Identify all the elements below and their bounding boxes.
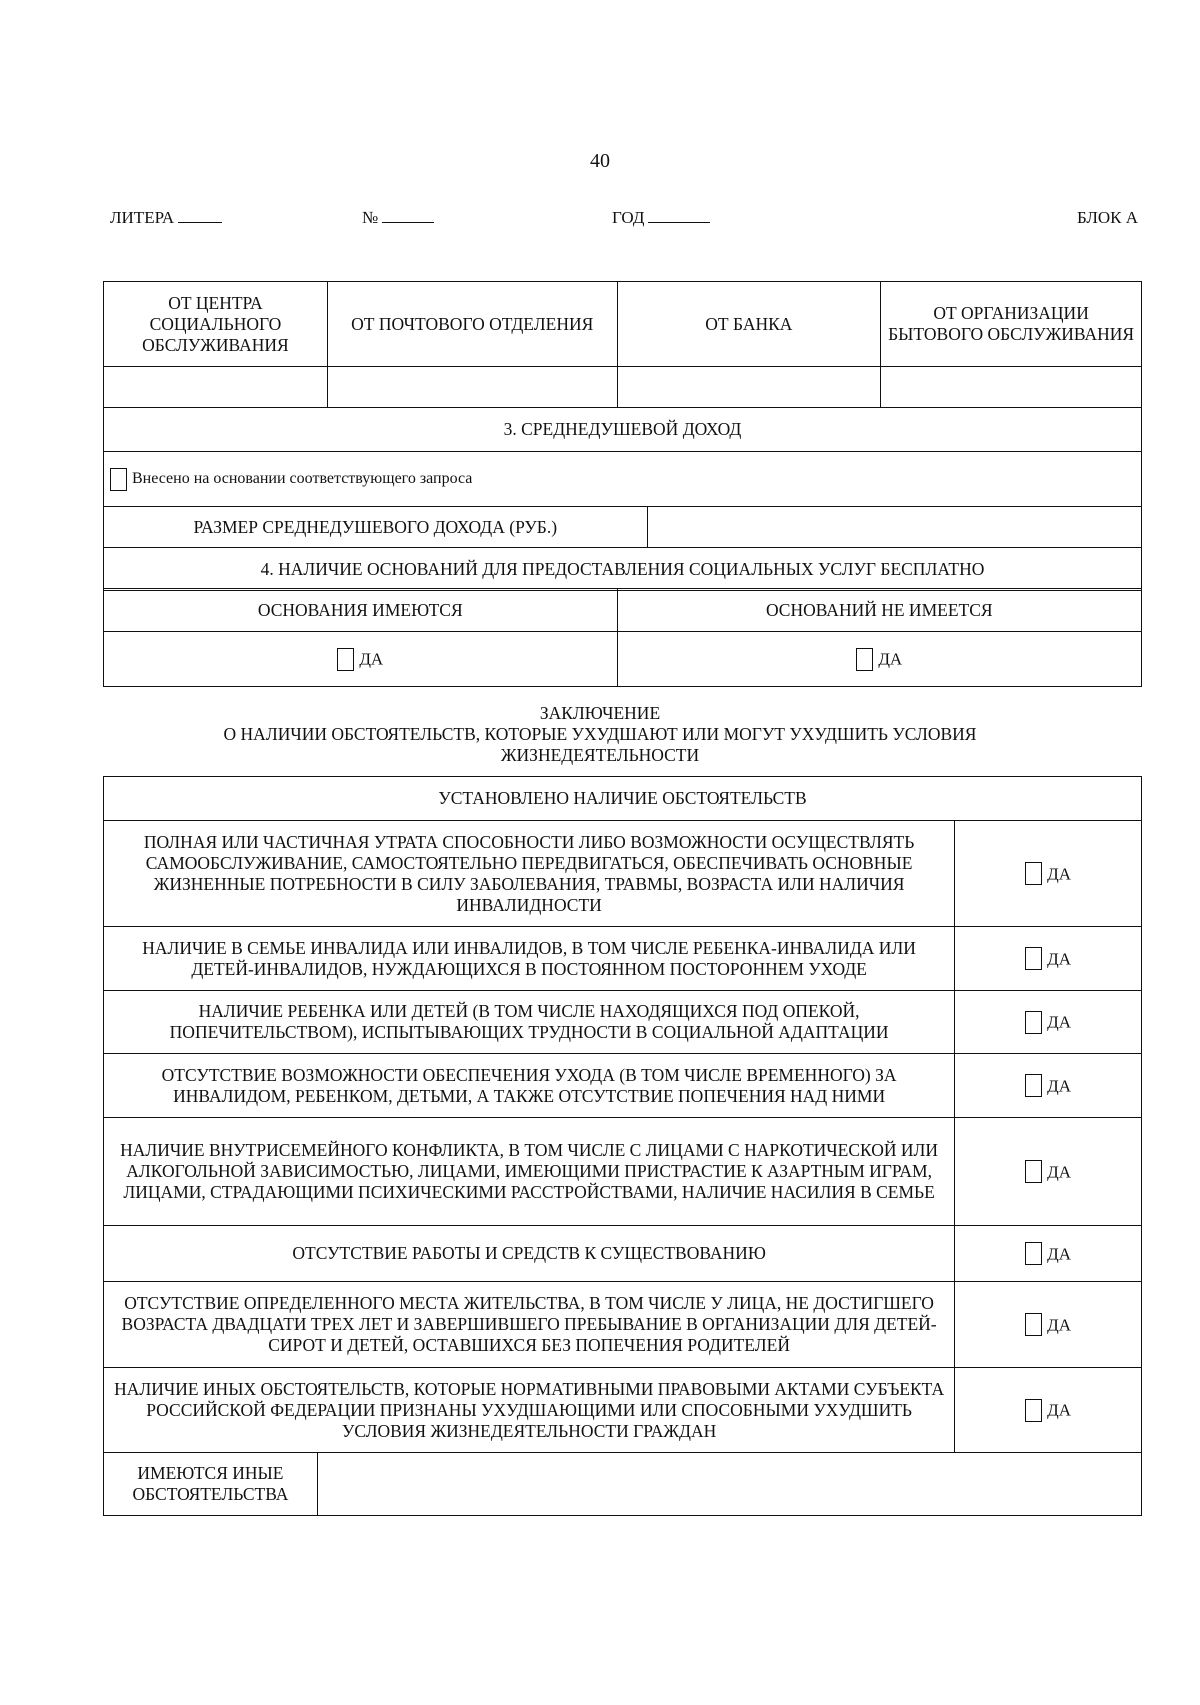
year-label: ГОД [612,208,645,227]
conclusion-line-3: ЖИЗНЕДЕЯТЕЛЬНОСТИ [500,745,700,765]
circumstance-option [955,1368,1142,1453]
circumstance-checkbox[interactable] [1025,1313,1042,1336]
circumstance-checkbox[interactable] [1025,1074,1042,1097]
number-blank[interactable] [382,208,434,223]
request-note-text: Внесено на основании соответствующего запроса [132,469,473,487]
circumstance-option [955,1054,1142,1118]
circumstance-text: НАЛИЧИЕ ИНЫХ ОБСТОЯТЕЛЬСТВ, КОТОРЫЕ НОРМАТИВНЫМИ ПРАВОВЫМИ АКТАМИ СУБЪЕКТА РОССИЙСКОЙ ФЕДЕРАЦИИ ПРИЗНАНЫ УХУДШАЮЩИМИ ИЛИ СПОСОБНЫМИ УХУДШИТЬ УСЛОВИЯ ЖИЗНЕДЕЯТЕЛЬНОСТИ ГРАЖДАН [104,1368,955,1453]
yes-label: ДА [1047,1162,1072,1182]
source-social-center: ОТ ЦЕНТРА СОЦИАЛЬНОГО ОБСЛУЖИВАНИЯ [104,282,328,367]
no-grounds-checkbox[interactable] [856,648,873,671]
sources-header-row [104,282,1142,367]
circumstance-option [955,1282,1142,1368]
other-circumstances-label: ИМЕЮТСЯ ИНЫЕ ОБСТОЯТЕЛЬСТВА [104,1453,318,1516]
request-checkbox[interactable] [110,468,127,491]
yes-label: ДА [1047,864,1072,884]
circumstance-row [104,821,1142,927]
source-post-office: ОТ ПОЧТОВОГО ОТДЕЛЕНИЯ [327,282,617,367]
yes-label: ДА [1047,1244,1072,1264]
conclusion-heading [130,703,1070,766]
circumstance-option [955,927,1142,991]
other-circumstances-value-cell[interactable] [317,1453,1141,1516]
no-grounds-yes-label: ДА [878,649,903,669]
source-household-org: ОТ ОРГАНИЗАЦИИ БЫТОВОГО ОБСЛУЖИВАНИЯ [881,282,1142,367]
income-section-title: 3. СРЕДНЕДУШЕВОЙ ДОХОД [104,408,1142,452]
circumstance-checkbox[interactable] [1025,1242,1042,1265]
social-center-value-cell[interactable] [104,367,328,408]
income-form-table [103,281,1142,507]
yes-label: ДА [1047,1400,1072,1420]
other-circumstances-table [103,1452,1142,1516]
income-size-value-cell[interactable] [647,507,1141,548]
year-field[interactable] [612,208,710,228]
circumstance-text: НАЛИЧИЕ В СЕМЬЕ ИНВАЛИДА ИЛИ ИНВАЛИДОВ, В ТОМ ЧИСЛЕ РЕБЕНКА-ИНВАЛИДА ИЛИ ДЕТЕЙ-ИНВАЛИДОВ, НУЖДАЮЩИХСЯ В ПОСТОЯННОМ ПОСТОРОННЕМ УХОДЕ [104,927,955,991]
year-blank[interactable] [648,208,710,223]
conclusion-line-1: ЗАКЛЮЧЕНИЕ [539,703,661,723]
litera-label: ЛИТЕРА [110,208,175,227]
yes-label: ДА [1047,949,1072,969]
circumstance-text: ОТСУТСТВИЕ ОПРЕДЕЛЕННОГО МЕСТА ЖИТЕЛЬСТВА, В ТОМ ЧИСЛЕ У ЛИЦА, НЕ ДОСТИГШЕГО ВОЗРАСТА ДВАДЦАТИ ТРЕХ ЛЕТ И ЗАВЕРШИВШЕГО ПРЕБЫВАНИЕ В ОРГАНИЗАЦИИ ДЛЯ ДЕТЕЙ-СИРОТ И ДЕТЕЙ, ОСТАВШИХСЯ БЕЗ ПОПЕЧЕНИЯ РОДИТЕЛЕЙ [104,1282,955,1368]
circumstance-option [955,1226,1142,1282]
circumstance-row [104,1054,1142,1118]
yes-label: ДА [1047,1076,1072,1096]
income-size-label: РАЗМЕР СРЕДНЕДУШЕВОГО ДОХОДА (РУБ.) [104,507,648,548]
sources-input-row [104,367,1142,408]
circumstance-option [955,821,1142,927]
has-grounds-label: ОСНОВАНИЯ ИМЕЮТСЯ [104,589,618,632]
has-grounds-yes-label: ДА [359,649,384,669]
circumstance-row [104,1368,1142,1453]
circumstance-checkbox[interactable] [1025,1399,1042,1422]
circumstance-text: ОТСУТСТВИЕ РАБОТЫ И СРЕДСТВ К СУЩЕСТВОВАНИЮ [104,1226,955,1282]
number-label: № [362,208,379,227]
income-size-table [103,506,1142,591]
circumstance-row [104,991,1142,1054]
circumstance-row [104,1118,1142,1226]
number-field[interactable] [362,208,434,228]
circumstances-table [103,776,1142,1453]
block-label: БЛОК А [1076,208,1138,227]
page-number: 40 [590,150,610,172]
request-note-row [104,452,1142,507]
has-grounds-checkbox[interactable] [337,648,354,671]
household-org-value-cell[interactable] [881,367,1142,408]
litera-field[interactable] [110,208,222,228]
circumstance-checkbox[interactable] [1025,862,1042,885]
circumstance-checkbox[interactable] [1025,1011,1042,1034]
circumstance-row [104,1226,1142,1282]
circumstance-text: НАЛИЧИЕ РЕБЕНКА ИЛИ ДЕТЕЙ (В ТОМ ЧИСЛЕ НАХОДЯЩИХСЯ ПОД ОПЕКОЙ, ПОПЕЧИТЕЛЬСТВОМ), ИСПЫТЫВАЮЩИХ ТРУДНОСТИ В СОЦИАЛЬНОЙ АДАПТАЦИИ [104,991,955,1054]
yes-label: ДА [1047,1315,1072,1335]
circumstance-checkbox[interactable] [1025,947,1042,970]
conclusion-line-2: О НАЛИЧИИ ОБСТОЯТЕЛЬСТВ, КОТОРЫЕ УХУДШАЮТ ИЛИ МОГУТ УХУДШИТЬ УСЛОВИЯ [223,724,977,744]
circumstance-text: ПОЛНАЯ ИЛИ ЧАСТИЧНАЯ УТРАТА СПОСОБНОСТИ ЛИБО ВОЗМОЖНОСТИ ОСУЩЕСТВЛЯТЬ САМООБСЛУЖИВАНИЕ, САМОСТОЯТЕЛЬНО ПЕРЕДВИГАТЬСЯ, ОБЕСПЕЧИВАТЬ ОСНОВНЫЕ ЖИЗНЕННЫЕ ПОТРЕБНОСТИ В СИЛУ ЗАБОЛЕВАНИЯ, ТРАВМЫ, ВОЗРАСТА ИЛИ НАЛИЧИЯ ИНВАЛИДНОСТИ [104,821,955,927]
circumstance-text: НАЛИЧИЕ ВНУТРИСЕМЕЙНОГО КОНФЛИКТА, В ТОМ ЧИСЛЕ С ЛИЦАМИ С НАРКОТИЧЕСКОЙ ИЛИ АЛКОГОЛЬНОЙ ЗАВИСИМОСТЬЮ, ЛИЦАМИ, ИМЕЮЩИМИ ПРИСТРАСТИЕ К АЗАРТНЫМ ИГРАМ, ЛИЦАМИ, СТРАДАЮЩИМИ ПСИХИЧЕСКИМИ РАССТРОЙСТВАМИ, НАЛИЧИЕ НАСИЛИЯ В СЕМЬЕ [104,1118,955,1226]
circumstance-row [104,927,1142,991]
circumstance-option [955,1118,1142,1226]
circumstances-title: УСТАНОВЛЕНО НАЛИЧИЕ ОБСТОЯТЕЛЬСТВ [104,777,1142,821]
no-grounds-label: ОСНОВАНИЙ НЕ ИМЕЕТСЯ [617,589,1142,632]
bank-value-cell[interactable] [617,367,881,408]
circumstance-option [955,991,1142,1054]
source-bank: ОТ БАНКА [617,282,881,367]
free-services-title: 4. НАЛИЧИЕ ОСНОВАНИЙ ДЛЯ ПРЕДОСТАВЛЕНИЯ СОЦИАЛЬНЫХ УСЛУГ БЕСПЛАТНО [104,548,1142,591]
post-office-value-cell[interactable] [327,367,617,408]
grounds-table [103,588,1142,687]
yes-label: ДА [1047,1012,1072,1032]
circumstance-row [104,1282,1142,1368]
no-grounds-option [617,632,1142,687]
circumstance-text: ОТСУТСТВИЕ ВОЗМОЖНОСТИ ОБЕСПЕЧЕНИЯ УХОДА (В ТОМ ЧИСЛЕ ВРЕМЕННОГО) ЗА ИНВАЛИДОМ, РЕБЕНКОМ, ДЕТЬМИ, А ТАКЖЕ ОТСУТСТВИЕ ПОПЕЧЕНИЯ НАД НИМИ [104,1054,955,1118]
litera-blank[interactable] [178,208,222,223]
circumstance-checkbox[interactable] [1025,1160,1042,1183]
has-grounds-option [104,632,618,687]
